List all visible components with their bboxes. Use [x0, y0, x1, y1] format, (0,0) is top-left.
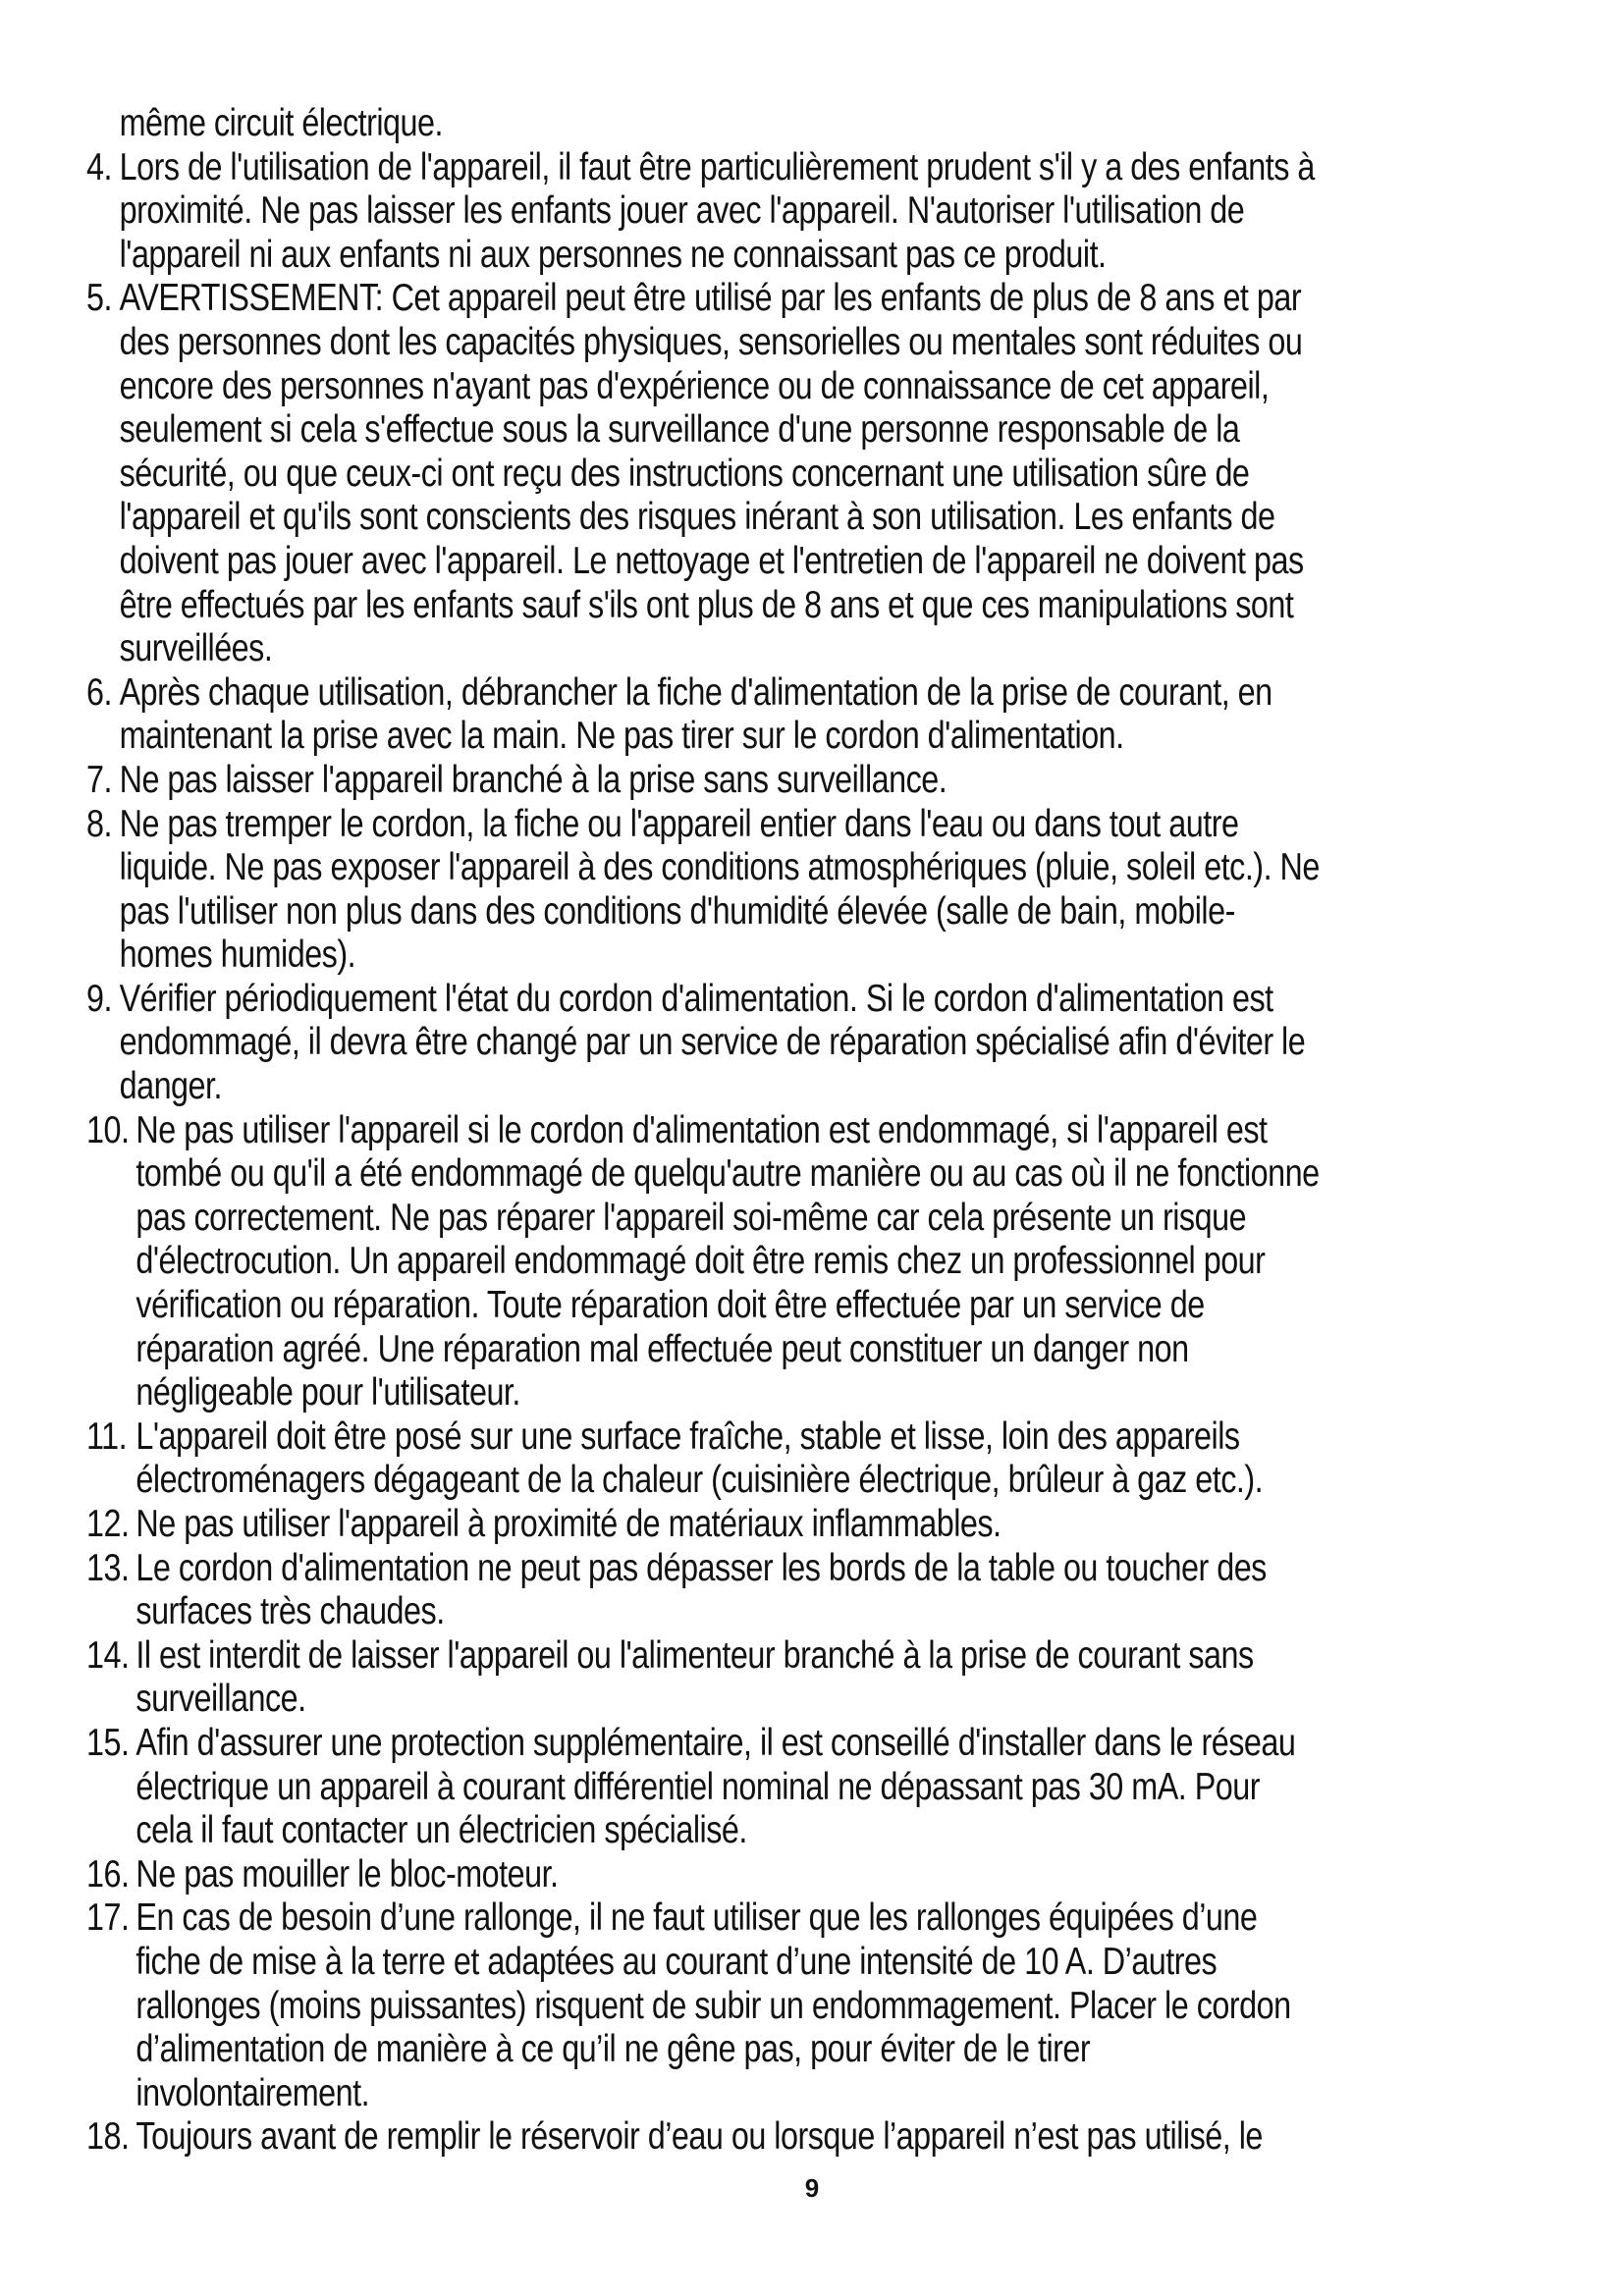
item-text: Le cordon d'alimentation ne peut pas dépasser les bords de la table ou toucher des surfaces très chaudes. [135, 1546, 1267, 1633]
item-text: Ne pas laisser l'appareil branché à la prise sans surveillance. [119, 758, 947, 801]
item-number: 6. [86, 670, 112, 714]
item-text: Toujours avant de remplir le réservoir d’eau ou lorsque l’appareil n’est pas utilisé, le [135, 2115, 1263, 2159]
item-number: 15. [86, 1721, 130, 1764]
list-item-9 [86, 978, 1324, 1109]
list-item-16 [86, 1853, 1324, 1897]
item-text: Après chaque utilisation, débrancher la fiche d'alimentation de la prise de courant, en maintenant la prise avec la main. Ne pas tirer sur le cordon d'alimentation. [119, 670, 1272, 758]
list-item-7 [86, 759, 1324, 803]
continuation-text: même circuit électrique. [119, 102, 443, 144]
item-number: 11. [86, 1415, 128, 1458]
item-number: 4. [86, 145, 112, 188]
list-item-14 [86, 1634, 1324, 1722]
item-number: 12. [86, 1503, 130, 1545]
item-text: Ne pas utiliser l'appareil si le cordon d'alimentation est endommagé, si l'appareil est tombé ou qu'il a été endommagé de quelqu'autre manière ou au cas où il ne fonctionne pas correctement. Ne pas réparer l'appareil soi-même car cela présente un risque d'électrocution. Un appareil endommagé doit être remis chez un professionnel pour vérification ou réparation. Toute réparation doit être effectuée par un service de réparation agréé. Une réparation mal effectuée peut constituer un danger non négligeable pour l'utilisateur. [135, 1108, 1320, 1415]
item-number: 7. [86, 758, 112, 801]
list-item-11 [86, 1415, 1324, 1503]
list-item-4 [86, 146, 1324, 278]
item-text: Vérifier périodiquement l'état du cordon d'alimentation. Si le cordon d'alimentation est endommagé, il devra être changé par un service de réparation spécialisé afin d'éviter le danger. [119, 977, 1306, 1108]
item-number: 18. [86, 2115, 130, 2159]
list-item-6 [86, 671, 1324, 759]
item-text: Lors de l'utilisation de l'appareil, il faut être particulièrement prudent s'il y a des enfants à proximité. Ne pas laisser les enfants jouer avec l'appareil. N'autoriser l'utilisation de l'appareil ni aux enfants ni aux personnes ne connaissant pas ce produit. [119, 145, 1315, 276]
item-text: Il est interdit de laisser l'appareil ou l'alimenteur branché à la prise de courant sans surveillance. [135, 1633, 1254, 1721]
list-item-12 [86, 1503, 1324, 1547]
item-text: Ne pas mouiller le bloc-moteur. [135, 1852, 559, 1896]
item-text: En cas de besoin d’une rallonge, il ne faut utiliser que les rallonges équipées d’une fiche de mise à la terre et adaptées au courant d’une intensité de 10 A. D’autres rallonges (moins puissantes) risquent de subir un endommagement. Placer le cordon d’alimentation de manière à ce qu’il ne gêne pas, pour éviter de le tirer involontairement. [135, 1896, 1291, 2114]
item-number: 8. [86, 802, 112, 845]
list-item-10 [86, 1109, 1324, 1415]
item-text: Ne pas tremper le cordon, la fiche ou l'appareil entier dans l'eau ou dans tout autre liquide. Ne pas exposer l'appareil à des conditions atmosphériques (pluie, soleil etc.). Ne pas l'utiliser non plus dans des conditions d'humidité élevée (salle de bain, mobile-homes humides). [119, 802, 1320, 977]
instructions-list [86, 102, 1324, 2160]
item-number: 9. [86, 977, 112, 1020]
item-number: 10. [86, 1108, 130, 1151]
page-number: 9 [804, 2173, 820, 2203]
item-number: 5. [86, 277, 112, 320]
list-item-5 [86, 277, 1324, 670]
item-number: 13. [86, 1546, 130, 1589]
item-text: Ne pas utiliser l'appareil à proximité de matériaux inflammables. [135, 1503, 1001, 1545]
list-item-18 [86, 2115, 1324, 2160]
item-text: L'appareil doit être posé sur une surface fraîche, stable et lisse, loin des appareils électroménagers dégageant de la chaleur (cuisinière électrique, brûleur à gaz etc.). [135, 1415, 1264, 1502]
list-item-8 [86, 803, 1324, 978]
item-number: 17. [86, 1896, 130, 1940]
list-item-17 [86, 1896, 1324, 2115]
item-number: 14. [86, 1633, 130, 1677]
item-text: AVERTISSEMENT: Cet appareil peut être utilisé par les enfants de plus de 8 ans et par des personnes dont les capacités physiques, sensorielles ou mentales sont réduites ou encore des personnes n'ayant pas d'expérience ou de connaissance de cet appareil, seulement si cela s'effectue sous la surveillance d'une personne responsable de la sécurité, ou que ceux-ci ont reçu des instructions concernant une utilisation sûre de l'appareil et qu'ils sont conscients des risques inérant à son utilisation. Les enfants de doivent pas jouer avec l'appareil. Le nettoyage et l'entretien de l'appareil ne doivent pas être effectués par les enfants sauf s'ils ont plus de 8 ans et que ces manipulations sont surveillées. [119, 277, 1304, 670]
list-item-15 [86, 1722, 1324, 1853]
list-item-13 [86, 1547, 1324, 1634]
item-text: Afin d'assurer une protection supplémentaire, il est conseillé d'installer dans le réseau électrique un appareil à courant différentiel nominal ne dépassant pas 30 mA. Pour cela il faut contacter un électricien spécialisé. [135, 1721, 1296, 1852]
item-number: 16. [86, 1852, 130, 1896]
